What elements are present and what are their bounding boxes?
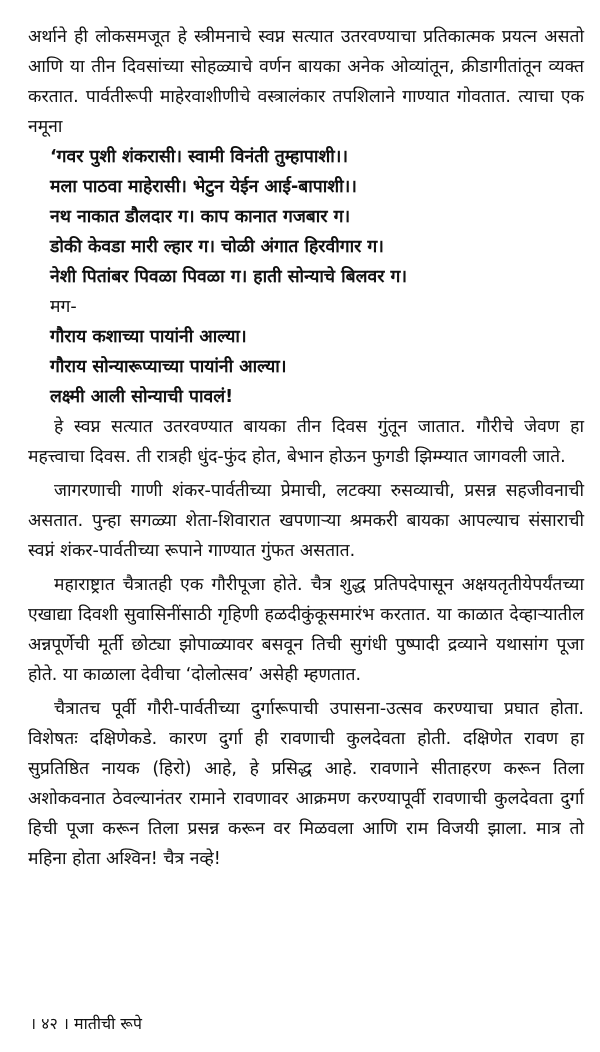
verse-line: डोकी केवडा मारी ल्हार ग। चोळी अंगात हिरवीगार ग। (50, 237, 384, 257)
page-footer: । ४२ । मातीची रूपे (30, 1014, 142, 1033)
verse-line: गौराय कशाच्या पायांनी आल्या। (50, 327, 247, 347)
verse-line: नेशी पितांबर पिवळा पिवळा ग। हाती सोन्याचे बिलवर ग। (50, 267, 407, 287)
transition-word: मग- (50, 297, 77, 317)
verse-block-1 (28, 142, 584, 292)
verse-line: लक्ष्मी आली सोन्याची पावलं! (50, 387, 234, 407)
body-paragraph: चैत्रातच पूर्वी गौरी-पार्वतीच्या दुर्गारूपाची उपासना-उत्सव करण्याचा प्रघात होता. विशेषतः दक्षिणेकडे. कारण दुर्गा ही रावणाची कुलदेवता होती. दक्षिणेत रावण हा सुप्रतिष्ठित नायक (हिरो) आहे, हे प्रसिद्ध आहे. रावणाने सीताहरण करून तिला अशोकवनात ठेवल्यानंतर रामाने रावणावर आक्रमण करण्यापूर्वी रावणाची कुलदेवता दुर्गा हिची पूजा करून तिला प्रसन्न करून वर मिळवला आणि राम विजयी झाला. मात्र तो महिना होता अश्विन! चैत्र नव्हे! (28, 699, 584, 869)
intro-paragraph: अर्थाने ही लोकसमजूत हे स्त्रीमनाचे स्वप्न सत्यात उतरवण्याचा प्रतिकात्मक प्रयत्न असतो आणि या तीन दिवसांच्या सोहळ्याचे वर्णन बायका अनेक ओव्यांतून, क्रीडागीतांतून व्यक्त करतात. पार्वतीरूपी माहेरवाशीणीचे वस्त्रालंकार तपशिलाने गाण्यात गोवतात. त्याचा एक नमूना (28, 27, 584, 137)
verse-line: ‘गवर पुशी शंकरासी। स्वामी विनंती तुम्हापाशी।। (50, 147, 349, 167)
verse-block-2 (28, 322, 584, 412)
verse-line: नथ नाकात डौलदार ग। काप कानात गजबार ग। (50, 207, 351, 227)
verse-line: गौराय सोन्यारूप्याच्या पायांनी आल्या। (50, 357, 287, 377)
body-paragraph: महाराष्ट्रात चैत्रातही एक गौरीपूजा होते. चैत्र शुद्ध प्रतिपदेपासून अक्षयतृतीयेपर्यंतच्या एखाद्या दिवशी सुवासिनींसाठी गृहिणी हळदीकुंकूसमारंभ करतात. या काळात देव्हाऱ्यातील अन्नपूर्णेची मूर्ती छोट्या झोपाळ्यावर बसवून तिची सुगंधी पुष्पादी द्रव्याने यथासांग पूजा होते. या काळाला देवीचा ‘दोलोत्सव’ असेही म्हणतात. (28, 575, 584, 685)
body-paragraph: जागरणाची गाणी शंकर-पार्वतीच्या प्रेमाची, लटक्या रुसव्याची, प्रसन्न सहजीवनाची असतात. पुन्हा सगळ्या शेता-शिवारात खपणाऱ्या श्रमकरी बायका आपल्याच संसाराची स्वप्नं शंकर-पार्वतीच्या रूपाने गाण्यात गुंफत असतात. (28, 481, 584, 561)
verse-line: मला पाठवा माहेरासी। भेटुन येईन आई-बापाशी।। (50, 177, 357, 197)
body-paragraph: हे स्वप्न सत्यात उतरवण्यात बायका तीन दिवस गुंतून जातात. गौरीचे जेवण हा महत्त्वाचा दिवस. ती रात्रही धुंद-फुंद होत, बेभान होऊन फुगडी झिम्म्यात जागवली जाते. (28, 417, 584, 467)
